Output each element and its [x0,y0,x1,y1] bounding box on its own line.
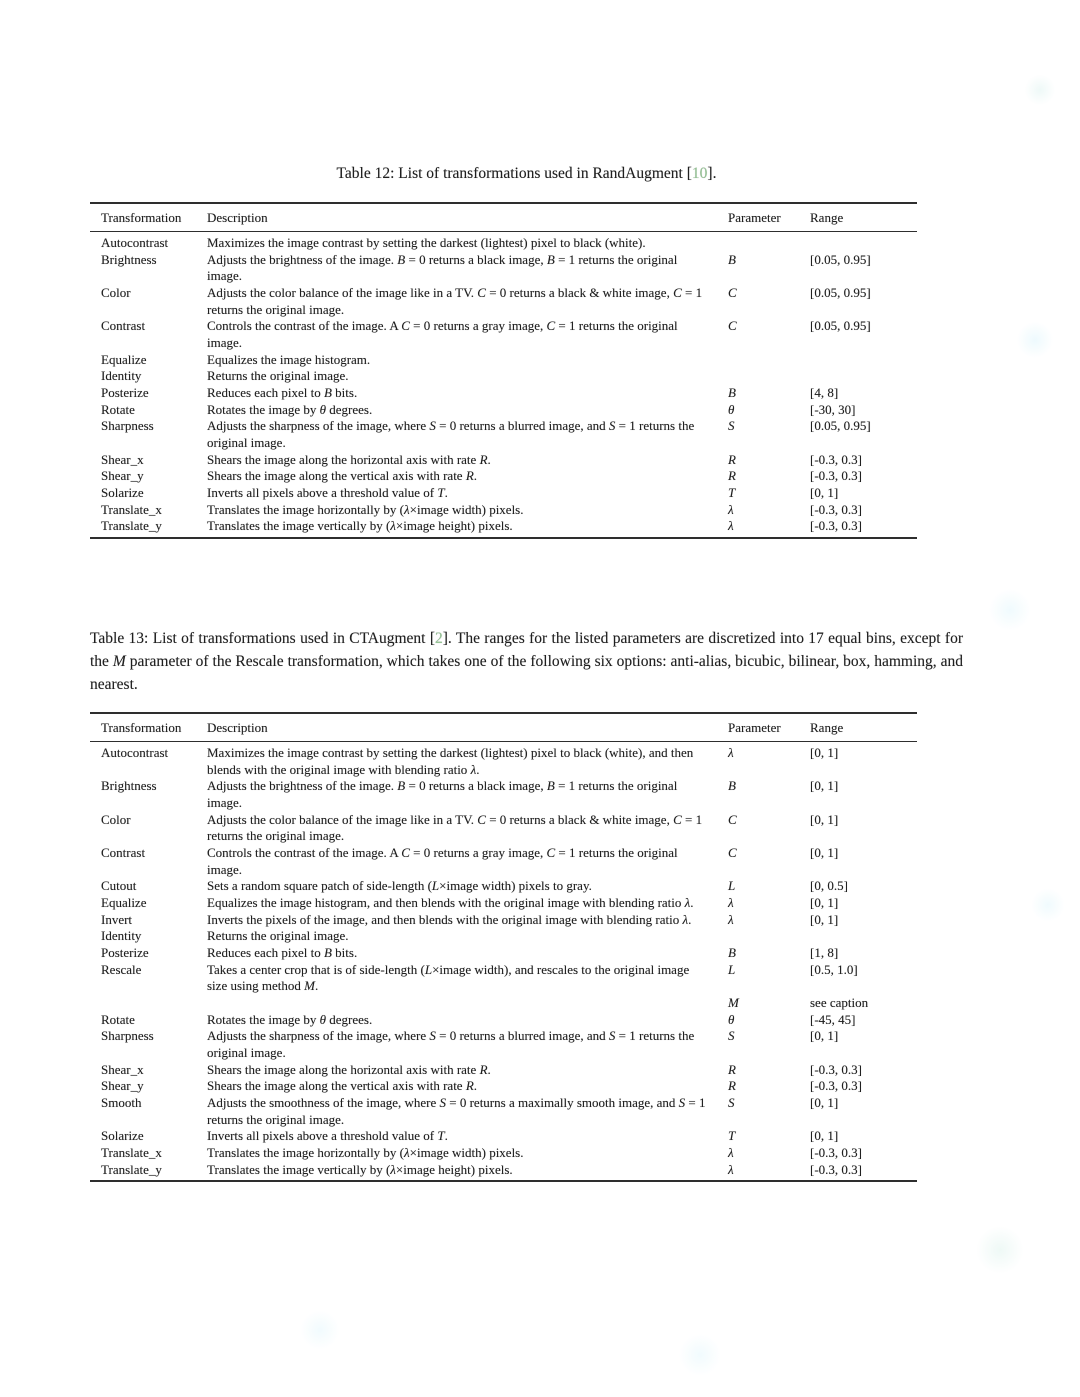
range-cell: [0.5, 1.0] [810,961,858,977]
range-cell: [-0.3, 0.3] [810,1144,862,1160]
transformation-cell: Shear_x [101,451,144,467]
range-cell: [0, 1] [810,1094,839,1110]
transformation-cell: Sharpness [101,1028,154,1044]
column-header-parameter: Parameter [728,210,781,225]
transformation-cell: Rescale [101,961,142,977]
parameter-cell: S [728,1094,735,1110]
column-header-parameter: Parameter [728,720,781,735]
parameter-cell: T [728,1128,736,1144]
parameter-cell: C [728,285,737,301]
range-cell [810,352,917,369]
table-row [90,1095,917,1128]
description-cell: Equalizes the image histogram, and then blends with the original image with blending ratio λ. [207,895,694,911]
transformation-cell: Rotate [101,1011,135,1027]
description-cell: Shears the image along the vertical axis with rate R. [207,468,478,484]
parameter-cell: B [728,385,736,401]
description-cell: Shears the image along the horizontal axis with rate R. [207,451,491,467]
transformation-cell: Solarize [101,485,144,500]
transformation-cell: Brightness [101,251,157,267]
table-row [90,1062,917,1079]
transformation-cell: Identity [101,928,142,944]
description-cell: Reduces each pixel to B bits. [207,945,358,961]
table-row [90,962,917,995]
parameter-cell: B [728,945,736,961]
transformation-cell: Color [101,285,131,301]
range-cell: [0, 1] [810,778,839,794]
range-cell: [0, 1] [810,811,839,827]
table-row [90,352,917,369]
column-header-range: Range [810,720,844,735]
description-cell: Rotates the image by θ degrees. [207,1011,373,1027]
range-cell: [-0.3, 0.3] [810,1061,862,1077]
range-cell: [0, 1] [810,895,839,911]
table-row [90,235,917,252]
description-cell: Shears the image along the vertical axis with rate R. [207,1078,478,1094]
range-cell: [0, 0.5] [810,878,848,894]
transformation-cell: Shear_x [101,1061,144,1077]
description-cell: Adjusts the brightness of the image. B = 0 returns a black image, B = 1 returns the original image. [207,251,678,284]
description-cell: Translates the image horizontally by (λ×image width) pixels. [207,501,524,517]
table-row [90,895,917,912]
table-row [90,1078,917,1095]
parameter-cell: B [728,251,736,267]
transformation-cell: Shear_y [101,468,144,484]
description-cell: Returns the original image. [207,368,349,384]
table-row [90,518,917,535]
range-cell: [-0.3, 0.3] [810,518,862,534]
column-header-description: Description [207,210,268,225]
description-cell: Sets a random square patch of side-length (L×image width) pixels to gray. [207,878,592,894]
description-cell: Controls the contrast of the image. A C = 0 returns a gray image, C = 1 returns the original image. [207,318,678,351]
range-cell: [-45, 45] [810,1011,856,1027]
transformation-cell: Autocontrast [101,235,169,251]
range-cell: [0, 1] [810,745,839,761]
range-cell: [0.05, 0.95] [810,285,871,301]
parameter-cell: θ [728,1011,735,1027]
transformation-cell: Solarize [101,1128,144,1144]
table-row [90,745,917,778]
description-cell: Maximizes the image contrast by setting the darkest (lightest) pixel to black (white), and then blends with the original image with blending ratio λ. [207,745,694,777]
table-row [90,418,917,451]
description-cell: Adjusts the color balance of the image like in a TV. C = 0 returns a black & white image, C = 1 returns the original image. [207,811,703,844]
range-cell: [0.05, 0.95] [810,251,871,267]
parameter-cell: λ [728,895,734,911]
description-cell: Shears the image along the horizontal axis with rate R. [207,1061,491,1077]
description-cell: Adjusts the brightness of the image. B = 0 returns a black image, B = 1 returns the original image. [207,778,678,811]
transformation-cell: Translate_x [101,501,162,517]
table-body [90,742,917,1180]
table-row [90,1145,917,1162]
range-cell: [-30, 30] [810,401,856,417]
description-cell: Adjusts the sharpness of the image, where S = 0 returns a blurred image, and S = 1 returns the original image. [207,1028,695,1060]
transformation-cell: Equalize [101,351,147,367]
caption-text: ]. The ranges for the listed parameters are discretized into 17 equal bins, except for the M parameter of the Rescale transformation, which takes one of the following six options: anti-alias, bicubic, bilinear, box, hamming, and nearest. [90,630,963,693]
table-row [90,252,917,285]
table-row [90,385,917,402]
description-cell: Translates the image vertically by (λ×image height) pixels. [207,1161,513,1177]
transformation-cell: Shear_y [101,1078,144,1094]
description-cell: Returns the original image. [207,928,349,944]
parameter-cell: S [728,418,735,434]
parameter-cell [728,368,810,385]
transformation-cell: Posterize [101,385,149,401]
parameter-cell: λ [728,1161,734,1177]
transformation-cell: Autocontrast [101,745,169,761]
range-cell: [-0.3, 0.3] [810,468,862,484]
description-cell: Inverts all pixels above a threshold value of T. [207,485,448,500]
range-cell [810,928,917,945]
table-row [90,912,917,929]
table-row [90,1028,917,1061]
description-cell: Inverts all pixels above a threshold value of T. [207,1128,448,1144]
column-header-transformation: Transformation [101,720,182,735]
table-row [90,878,917,895]
range-cell: [-0.3, 0.3] [810,1078,862,1094]
table-row [90,368,917,385]
table-row [90,468,917,485]
range-cell: [0, 1] [810,845,839,861]
column-header-transformation: Transformation [101,210,182,225]
transformation-cell: Smooth [101,1094,142,1110]
description-cell: Adjusts the smoothness of the image, where S = 0 returns a maximally smooth image, and S = 1 returns the original image. [207,1094,706,1127]
transformation-cell: Invert [101,911,133,927]
table-row [90,285,917,318]
parameter-cell [728,352,810,369]
parameter-cell [728,928,810,945]
table-bottom-rule [90,537,917,539]
transformation-cell: Identity [101,368,142,384]
parameter-cell: T [728,485,736,500]
table-row [90,812,917,845]
range-cell: [0.05, 0.95] [810,418,871,434]
table-row [90,452,917,469]
parameter-cell: S [728,1028,735,1044]
parameter-cell: R [728,468,736,484]
parameter-cell: L [728,961,736,977]
caption-text: ]. [707,165,717,182]
table-header-row [90,714,917,741]
transformation-cell: Color [101,811,131,827]
description-cell: Rotates the image by θ degrees. [207,401,373,417]
table-row [90,402,917,419]
transformation-cell: Sharpness [101,418,154,434]
range-cell: see caption [810,995,869,1010]
parameter-cell: R [728,451,736,467]
table-row [90,778,917,811]
range-cell: [0, 1] [810,1128,839,1144]
description-cell: Maximizes the image contrast by setting the darkest (lightest) pixel to black (white). [207,235,646,251]
range-cell [810,235,917,252]
transformation-cell [90,995,207,1012]
parameter-cell: λ [728,745,734,761]
parameter-cell: λ [728,911,734,927]
table-row [90,945,917,962]
parameter-cell: L [728,878,736,894]
table-header-row [90,204,917,231]
parameter-cell: λ [728,501,734,517]
description-cell: Controls the contrast of the image. A C = 0 returns a gray image, C = 1 returns the original image. [207,845,678,877]
range-cell: [1, 8] [810,945,839,961]
table-13-caption [90,627,963,696]
range-cell: [0, 1] [810,911,839,927]
description-cell: Translates the image horizontally by (λ×image width) pixels. [207,1144,524,1160]
range-cell: [-0.3, 0.3] [810,501,862,517]
description-cell: Adjusts the color balance of the image like in a TV. C = 0 returns a black & white image, C = 1 returns the original image. [207,285,703,317]
range-cell: [4, 8] [810,385,839,401]
parameter-cell: λ [728,1144,734,1160]
transformation-cell: Contrast [101,318,146,334]
range-cell: [0, 1] [810,1028,839,1044]
table-12-caption [90,162,963,185]
transformation-cell: Equalize [101,895,147,911]
parameter-cell: R [728,1061,736,1077]
description-cell: Translates the image vertically by (λ×image height) pixels. [207,518,513,534]
range-cell: [0, 1] [810,485,839,500]
table-row [90,1128,917,1145]
transformation-cell: Translate_y [101,1161,162,1177]
table-12 [90,202,917,539]
range-cell: [0.05, 0.95] [810,318,871,334]
table-body [90,232,917,537]
description-cell: Takes a center crop that is of side-length (L×image width), and rescales to the original image size using method M. [207,961,690,994]
transformation-cell: Rotate [101,401,135,417]
column-header-range: Range [810,210,844,225]
description-cell: Adjusts the sharpness of the image, where S = 0 returns a blurred image, and S = 1 returns the original image. [207,418,695,451]
caption-text: Table 12: List of transformations used in RandAugment [ [336,165,692,182]
table-row [90,1012,917,1029]
description-cell [207,995,728,1012]
transformation-cell: Cutout [101,878,137,894]
table-row [90,1162,917,1179]
range-cell: [-0.3, 0.3] [810,1161,862,1177]
table-row [90,845,917,878]
table-row [90,995,917,1012]
parameter-cell [728,235,810,252]
parameter-cell: R [728,1078,736,1094]
range-cell [810,368,917,385]
description-cell: Inverts the pixels of the image, and then blends with the original image with blending ratio λ. [207,911,692,927]
transformation-cell: Translate_x [101,1144,162,1160]
parameter-cell: C [728,811,737,827]
description-cell: Reduces each pixel to B bits. [207,385,358,401]
table-row [90,502,917,519]
table-bottom-rule [90,1180,917,1182]
parameter-cell: C [728,845,737,861]
parameter-cell: M [728,995,739,1010]
parameter-cell: θ [728,401,735,417]
citation-link[interactable]: 2 [435,630,443,647]
transformation-cell: Translate_y [101,518,162,534]
parameter-cell: λ [728,518,734,534]
parameter-cell: C [728,318,737,334]
transformation-cell: Contrast [101,845,146,861]
table-13 [90,712,917,1182]
table-row [90,318,917,351]
range-cell: [-0.3, 0.3] [810,451,862,467]
parameter-cell: B [728,778,736,794]
description-cell: Equalizes the image histogram. [207,351,371,367]
column-header-description: Description [207,720,268,735]
citation-link[interactable]: 10 [691,165,708,182]
table-row [90,928,917,945]
transformation-cell: Brightness [101,778,157,794]
caption-text: Table 13: List of transformations used in CTAugment [ [90,630,435,647]
table-row [90,485,917,502]
transformation-cell: Posterize [101,945,149,961]
